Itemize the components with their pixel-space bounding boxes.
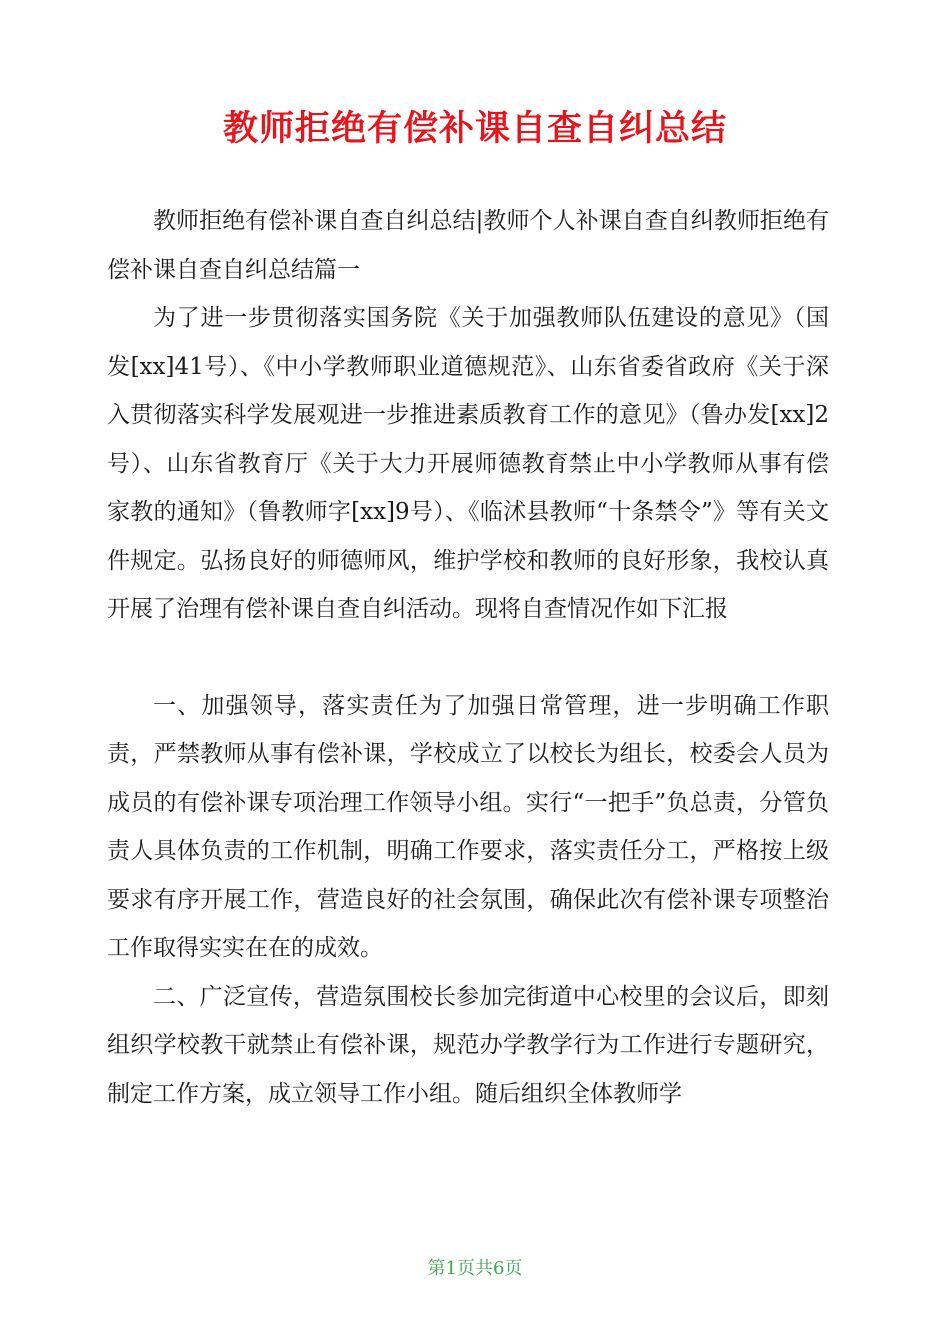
body-paragraph: 二、广泛宣传，营造氛围校长参加完街道中心校里的会议后，即刻组织学校教干就禁止有偿补课，规范办学教学行为工作进行专题研究，制定工作方案，成立领导工作小组。随后组织全体教师学	[107, 983, 829, 1107]
document-title: 教师拒绝有偿补课自查自纠总结	[222, 109, 727, 149]
body-paragraph: 为了进一步贯彻落实国务院《关于加强教师队伍建设的意见》（国发[xx]41号）、《中小学教师职业道德规范》、山东省委省政府《关于深入贯彻落实科学发展观进一步推进素质教育工作的意见》（鲁办发[xx]2号）、山东省教育厅《关于大力开展师德教育禁止中小学教师从事有偿家教的通知》（鲁教师字[xx]9号）、《临沭县教师“十条禁令”》等有关文件规定。弘扬良好的师德师风，维护学校和教师的良好形象，我校认真开展了治理有偿补课自查自纠活动。现将自查情况作如下汇报	[107, 305, 829, 622]
body-paragraph: 一、加强领导，落实责任为了加强日常管理，进一步明确工作职责，严禁教师从事有偿补课，学校成立了以校长为组长，校委会人员为成员的有偿补课专项治理工作领导小组。实行“一把手”负总责，分管负责人具体负责的工作机制，明确工作要求，落实责任分工，严格按上级要求有序开展工作，营造良好的社会氛围，确保此次有偿补课专项整治工作取得实实在在的成效。	[107, 692, 829, 961]
page-number-footer: 第1页共6页	[427, 1258, 523, 1279]
body-paragraph: 教师拒绝有偿补课自查自纠总结|教师个人补课自查自纠教师拒绝有偿补课自查自纠总结篇一	[107, 208, 829, 283]
document-body	[107, 197, 829, 1118]
